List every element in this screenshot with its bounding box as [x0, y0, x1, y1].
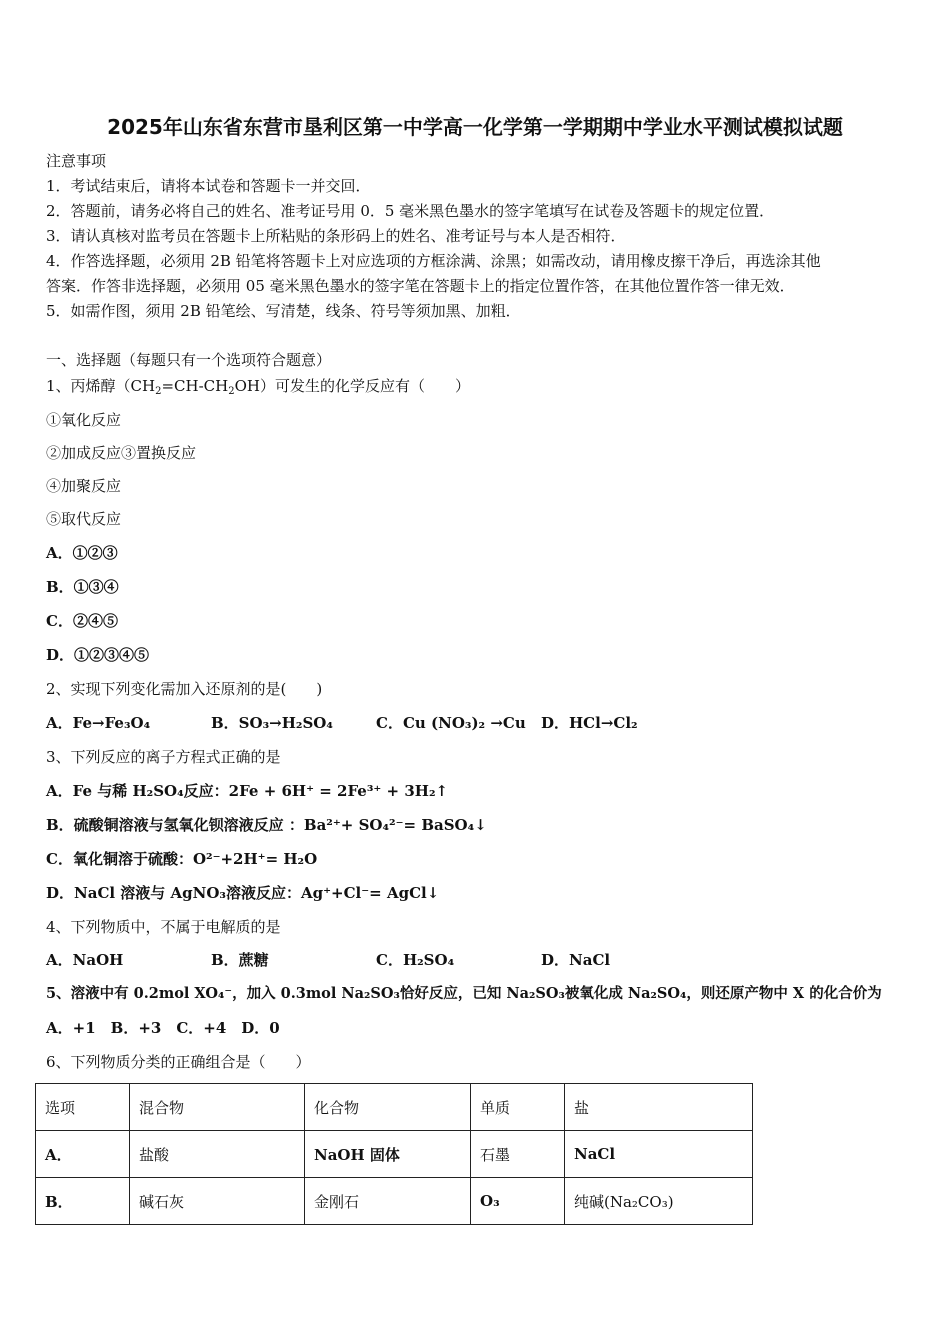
question-4-stem: 4、下列物质中，不属于电解质的是 [46, 918, 281, 936]
table-header-row [36, 1084, 753, 1131]
question-6-stem: 6、下列物质分类的正确组合是（ ） [46, 1053, 311, 1071]
q2-option-c: C．Cu (NO₃)₂ →Cu [376, 714, 526, 732]
q1-item: ④加聚反应 [46, 477, 122, 495]
notice-item: 2．答题前，请务必将自己的姓名、准考证号用 0．5 毫米黑色墨水的签字笔填写在试卷及答题卡的规定位置． [46, 202, 775, 220]
table-cell: 石墨 [471, 1131, 565, 1178]
notice-item: 答案．作答非选择题，必须用 05 毫米黑色墨水的签字笔在答题卡上的指定位置作答，在其他位置作答一律无效． [46, 277, 795, 295]
q4-option-c: C．H₂SO₄ [376, 951, 455, 969]
q3-option-c: C．氧化铜溶于硫酸：O²⁻+2H⁺= H₂O [46, 850, 318, 868]
q1-option-b: B．①③④ [46, 578, 119, 596]
q1-option-c: C．②④⑤ [46, 612, 118, 630]
notice-item: 4．作答选择题，必须用 2B 铅笔将答题卡上对应选项的方框涂满、涂黑；如需改动，请用橡皮擦干净后，再选涂其他 [46, 252, 821, 270]
table-header-cell: 混合物 [130, 1084, 305, 1131]
notice-item: 1．考试结束后，请将本试卷和答题卡一并交回． [46, 177, 371, 195]
table-cell: 碱石灰 [130, 1178, 305, 1225]
exam-title: 2025年山东省东营市垦利区第一中学高一化学第一学期期中学业水平测试模拟试题 [107, 115, 843, 139]
q1-item: ①氧化反应 [46, 411, 122, 429]
q4-option-d: D．NaCl [541, 951, 611, 969]
q1-option-a: A．①②③ [46, 544, 118, 562]
table-header-cell: 盐 [565, 1084, 753, 1131]
q3-option-b: B．硫酸铜溶液与氢氧化钡溶液反应 ：Ba²⁺+ SO₄²⁻= BaSO₄↓ [46, 816, 487, 834]
q2-option-a: A．Fe→Fe₃O₄ [46, 714, 151, 732]
q3-option-a: A．Fe 与稀 H₂SO₄反应：2Fe + 6H⁺ = 2Fe³⁺ + 3H₂↑ [46, 782, 449, 800]
table-cell: A． [36, 1131, 130, 1178]
notice-item: 5．如需作图，须用 2B 铅笔绘、写清楚，线条、符号等须加黑、加粗． [46, 302, 521, 320]
q1-option-d: D．①②③④⑤ [46, 646, 150, 664]
table-cell: NaCl [565, 1131, 753, 1178]
table-cell: NaOH 固体 [305, 1131, 471, 1178]
table-cell: O₃ [471, 1178, 565, 1225]
table-header-cell: 选项 [36, 1084, 130, 1131]
notice-heading: 注意事项 [46, 152, 107, 170]
table-row [36, 1131, 753, 1178]
table-header-cell: 单质 [471, 1084, 565, 1131]
classification-table [35, 1083, 753, 1225]
table-row [36, 1178, 753, 1225]
q5-options: A．+1 B．+3 C．+4 D．0 [46, 1019, 280, 1037]
question-3-stem: 3、下列反应的离子方程式正确的是 [46, 748, 281, 766]
table-cell: 金刚石 [305, 1178, 471, 1225]
q1-item: ⑤取代反应 [46, 510, 122, 528]
table-cell: 纯碱(Na₂CO₃) [565, 1178, 753, 1225]
table-header-cell: 化合物 [305, 1084, 471, 1131]
question-2-stem: 2、实现下列变化需加入还原剂的是( ) [46, 680, 323, 698]
q1-item: ②加成反应③置换反应 [46, 444, 197, 462]
q3-option-d: D．NaCl 溶液与 AgNO₃溶液反应：Ag⁺+Cl⁻= AgCl↓ [46, 884, 440, 902]
q2-option-b: B．SO₃→H₂SO₄ [211, 714, 333, 732]
notice-item: 3．请认真核对监考员在答题卡上所粘贴的条形码上的姓名、准考证号与本人是否相符． [46, 227, 626, 245]
table-cell: 盐酸 [130, 1131, 305, 1178]
q4-option-b: B．蔗糖 [211, 951, 269, 969]
table-cell: B． [36, 1178, 130, 1225]
q2-option-d: D．HCl→Cl₂ [541, 714, 638, 732]
section-heading: 一、选择题（每题只有一个选项符合题意） [46, 351, 332, 369]
question-1-stem: 1、丙烯醇$(CH_2=CH-CH_2OH)$可发生的化学反应有（ ） [46, 377, 471, 397]
q4-option-a: A．NaOH [46, 951, 124, 969]
question-5-stem: 5、溶液中有 0.2mol XO₄⁻，加入 0.3mol Na₂SO₃恰好反应，已知 Na₂SO₃被氧化成 Na₂SO₄，则还原产物中 X 的化合价为 [46, 985, 882, 1002]
